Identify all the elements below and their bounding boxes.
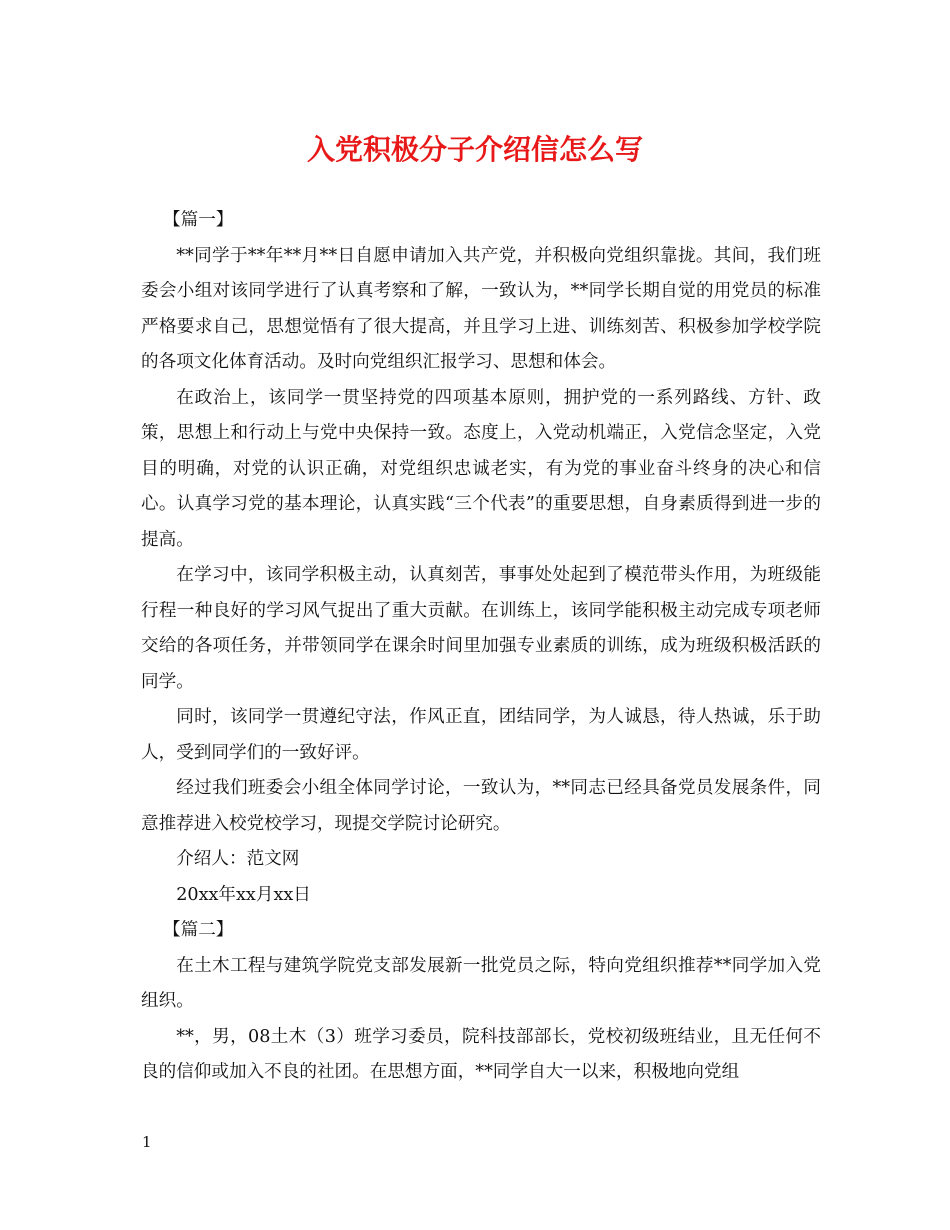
paragraph: 在政治上，该同学一贯坚持党的四项基本原则，拥护党的一系列路线、方针、政策，思想上和行动上与党中央保持一致。态度上，入党动机端正，入党信念坚定，入党目的明确，对党的认识正确，对党组织忠诚老实，有为党的事业奋斗终身的决心和信心。认真学习党的基本理论，认真实践“三个代表”的重要思想，自身素质得到进一步的提高。	[141, 387, 821, 550]
paragraph: **同学于**年**月**日自愿申请加入共产党，并积极向党组织靠拢。其间，我们班委会小组对该同学进行了认真考察和了解，一致认为，**同学长期自觉的用党员的标准严格要求自己，思想觉悟有了很大提高，并且学习上进、训练刻苦、积极参加学校学院的各项文化体育活动。及时向党组织汇报学习、思想和体会。	[141, 245, 821, 372]
date-line: 20xx年xx月xx日	[176, 884, 311, 905]
paragraph: 在学习中，该同学积极主动，认真刻苦，事事处处起到了模范带头作用，为班级能行程一种良好的学习风气捉出了重大贡献。在训练上，该同学能积极主动完成专项老师交给的各项任务，并带领同学在课余时间里加强专业素质的训练，成为班级积极活跃的同学。	[141, 565, 821, 692]
page-number: 1	[142, 1133, 152, 1151]
paragraph: 经过我们班委会小组全体同学讨论，一致认为，**同志已经具备党员发展条件，同意推荐进入校党校学习，现提交学院讨论研究。	[141, 778, 821, 834]
paragraph: 同时，该同学一贯遵纪守法，作风正直，团结同学，为人诚恳，待人热诚，乐于助人，受到同学们的一致好评。	[141, 707, 821, 763]
introducer-line: 介绍人：范文网	[176, 849, 300, 869]
document-title: 入党积极分子介绍信怎么写	[306, 133, 643, 166]
section-heading-2: 【篇二】	[163, 920, 234, 940]
section-heading-1: 【篇一】	[163, 210, 234, 230]
paragraph: **，男，08土木（3）班学习委员，院科技部部长，党校初级班结业，且无任何不良的信仰或加入不良的社团。在思想方面，**同学自大一以来，积极地向党组	[141, 1026, 821, 1082]
paragraph: 在土木工程与建筑学院党支部发展新一批党员之际，特向党组织推荐**同学加入党组织。	[141, 955, 821, 1011]
document-body	[141, 203, 821, 1091]
